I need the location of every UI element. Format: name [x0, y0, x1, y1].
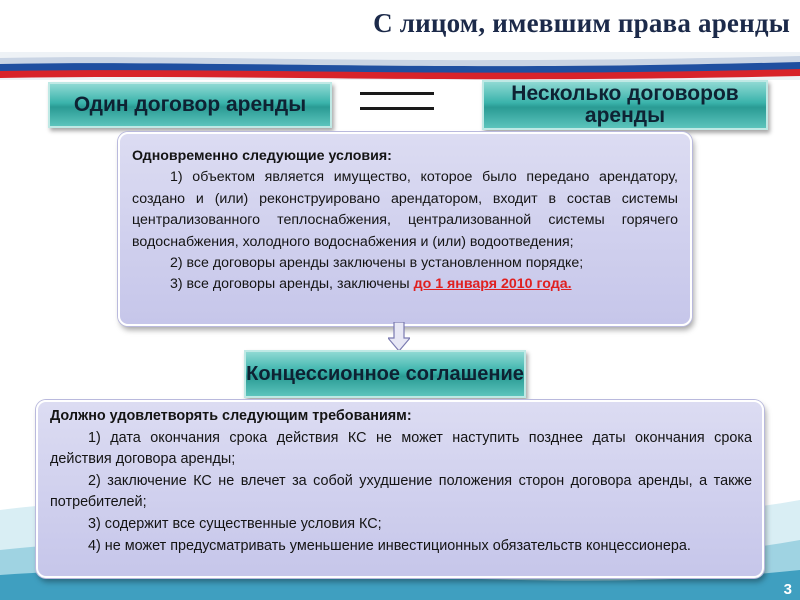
slide-number: 3 — [783, 581, 792, 598]
requirement-item: 2) заключение КС не влечет за собой ухудшение положения сторон договора аренды, а также потребителей; — [50, 472, 752, 511]
requirement-item: 4) не может предусматривать уменьшение инвестиционных обязательств концессионера. — [88, 537, 691, 554]
equals-sign-icon — [360, 90, 434, 114]
down-arrow-icon — [388, 322, 410, 352]
condition-item: 1) объектом является имущество, которое было передано арендатору, создано и (или) реконструировано арендатором, входит в состав системы централизованного теплоснабжения, централизованной системы горячего водоснабжения, холодного водоснабжения и (или) водоотведения; — [132, 169, 678, 250]
conditions-panel — [118, 132, 692, 326]
condition-item — [132, 274, 678, 295]
requirements-heading: Должно удовлетворять следующим требованиям: — [50, 408, 412, 424]
flag-stripe-band — [0, 52, 800, 80]
one-lease-box — [48, 82, 332, 128]
requirement-item: 3) содержит все существенные условия КС; — [88, 515, 382, 532]
page-title: С лицом, имевшим права аренды — [373, 8, 790, 38]
concession-agreement-box — [244, 350, 526, 398]
concession-agreement-label: Концессионное соглашение — [246, 363, 524, 385]
condition-item: 2) все договоры аренды заключены в установленном порядке; — [170, 255, 584, 272]
requirement-item: 1) дата окончания срока действия КС не может наступить позднее даты окончания срока действия договора аренды; — [50, 429, 752, 468]
condition-item-text: 3) все договоры аренды, заключены — [170, 276, 414, 293]
deadline-highlight: до 1 января 2010 года. — [413, 276, 572, 293]
multiple-leases-box — [482, 80, 768, 130]
requirements-panel — [36, 400, 764, 578]
one-lease-label: Один договор аренды — [73, 93, 307, 116]
conditions-heading: Одновременно следующие условия: — [132, 148, 392, 164]
multiple-leases-label: Несколько договоров аренды — [511, 82, 739, 127]
